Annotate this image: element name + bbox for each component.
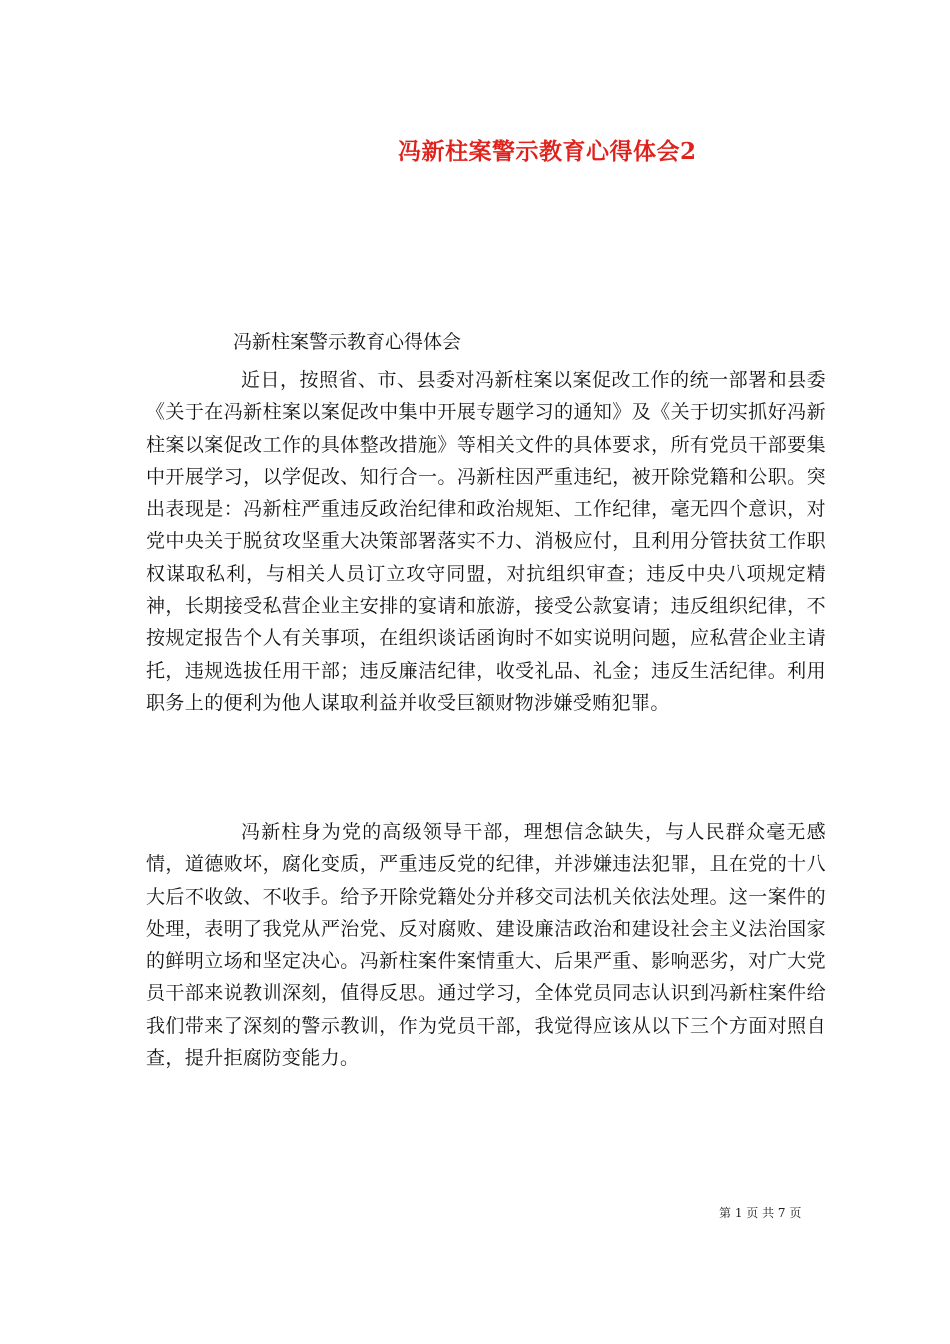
document-title: 冯新柱案警示教育心得体会2 — [398, 138, 697, 165]
body-paragraph: 近日，按照省、市、县委对冯新柱案以案促改工作的统一部署和县委《关于在冯新柱案以案促改中集中开展专题学习的通知》及《关于切实抓好冯新柱案以案促改工作的具体整改措施》等相关文件的具体要求，所有党员干部要集中开展学习，以学促改、知行合一。冯新柱因严重违纪，被开除党籍和公职。突出表现是：冯新柱严重违反政治纪律和政治规矩、工作纪律，毫无四个意识，对党中央关于脱贫攻坚重大决策部署落实不力、消极应付，且利用分管扶贫工作职权谋取私利，与相关人员订立攻守同盟，对抗组织审查；违反中央八项规定精神，长期接受私营企业主安排的宴请和旅游，接受公款宴请；违反组织纪律，不按规定报告个人有关事项，在组织谈话函询时不如实说明问题，应私营企业主请托，违规选拔任用干部；违反廉洁纪律，收受礼品、礼金；违反生活纪律。利用职务上的便利为他人谋取利益并收受巨额财物涉嫌受贿犯罪。 — [146, 369, 826, 714]
document-subtitle: 冯新柱案警示教育心得体会 — [233, 331, 462, 353]
page-number: 第 1 页 共 7 页 — [719, 1206, 802, 1220]
body-paragraph: 冯新柱身为党的高级领导干部，理想信念缺失，与人民群众毫无感情，道德败坏，腐化变质，严重违反党的纪律，并涉嫌违法犯罪，且在党的十八大后不收敛、不收手。给予开除党籍处分并移交司法机关依法处理。这一案件的处理，表明了我党从严治党、反对腐败、建设廉洁政治和建设社会主义法治国家的鲜明立场和坚定决心。冯新柱案件案情重大、后果严重、影响恶劣，对广大党员干部来说教训深刻，值得反思。通过学习，全体党员同志认识到冯新柱案件给我们带来了深刻的警示教训，作为党员干部，我觉得应该从以下三个方面对照自查，提升拒腐防变能力。 — [146, 821, 826, 1070]
